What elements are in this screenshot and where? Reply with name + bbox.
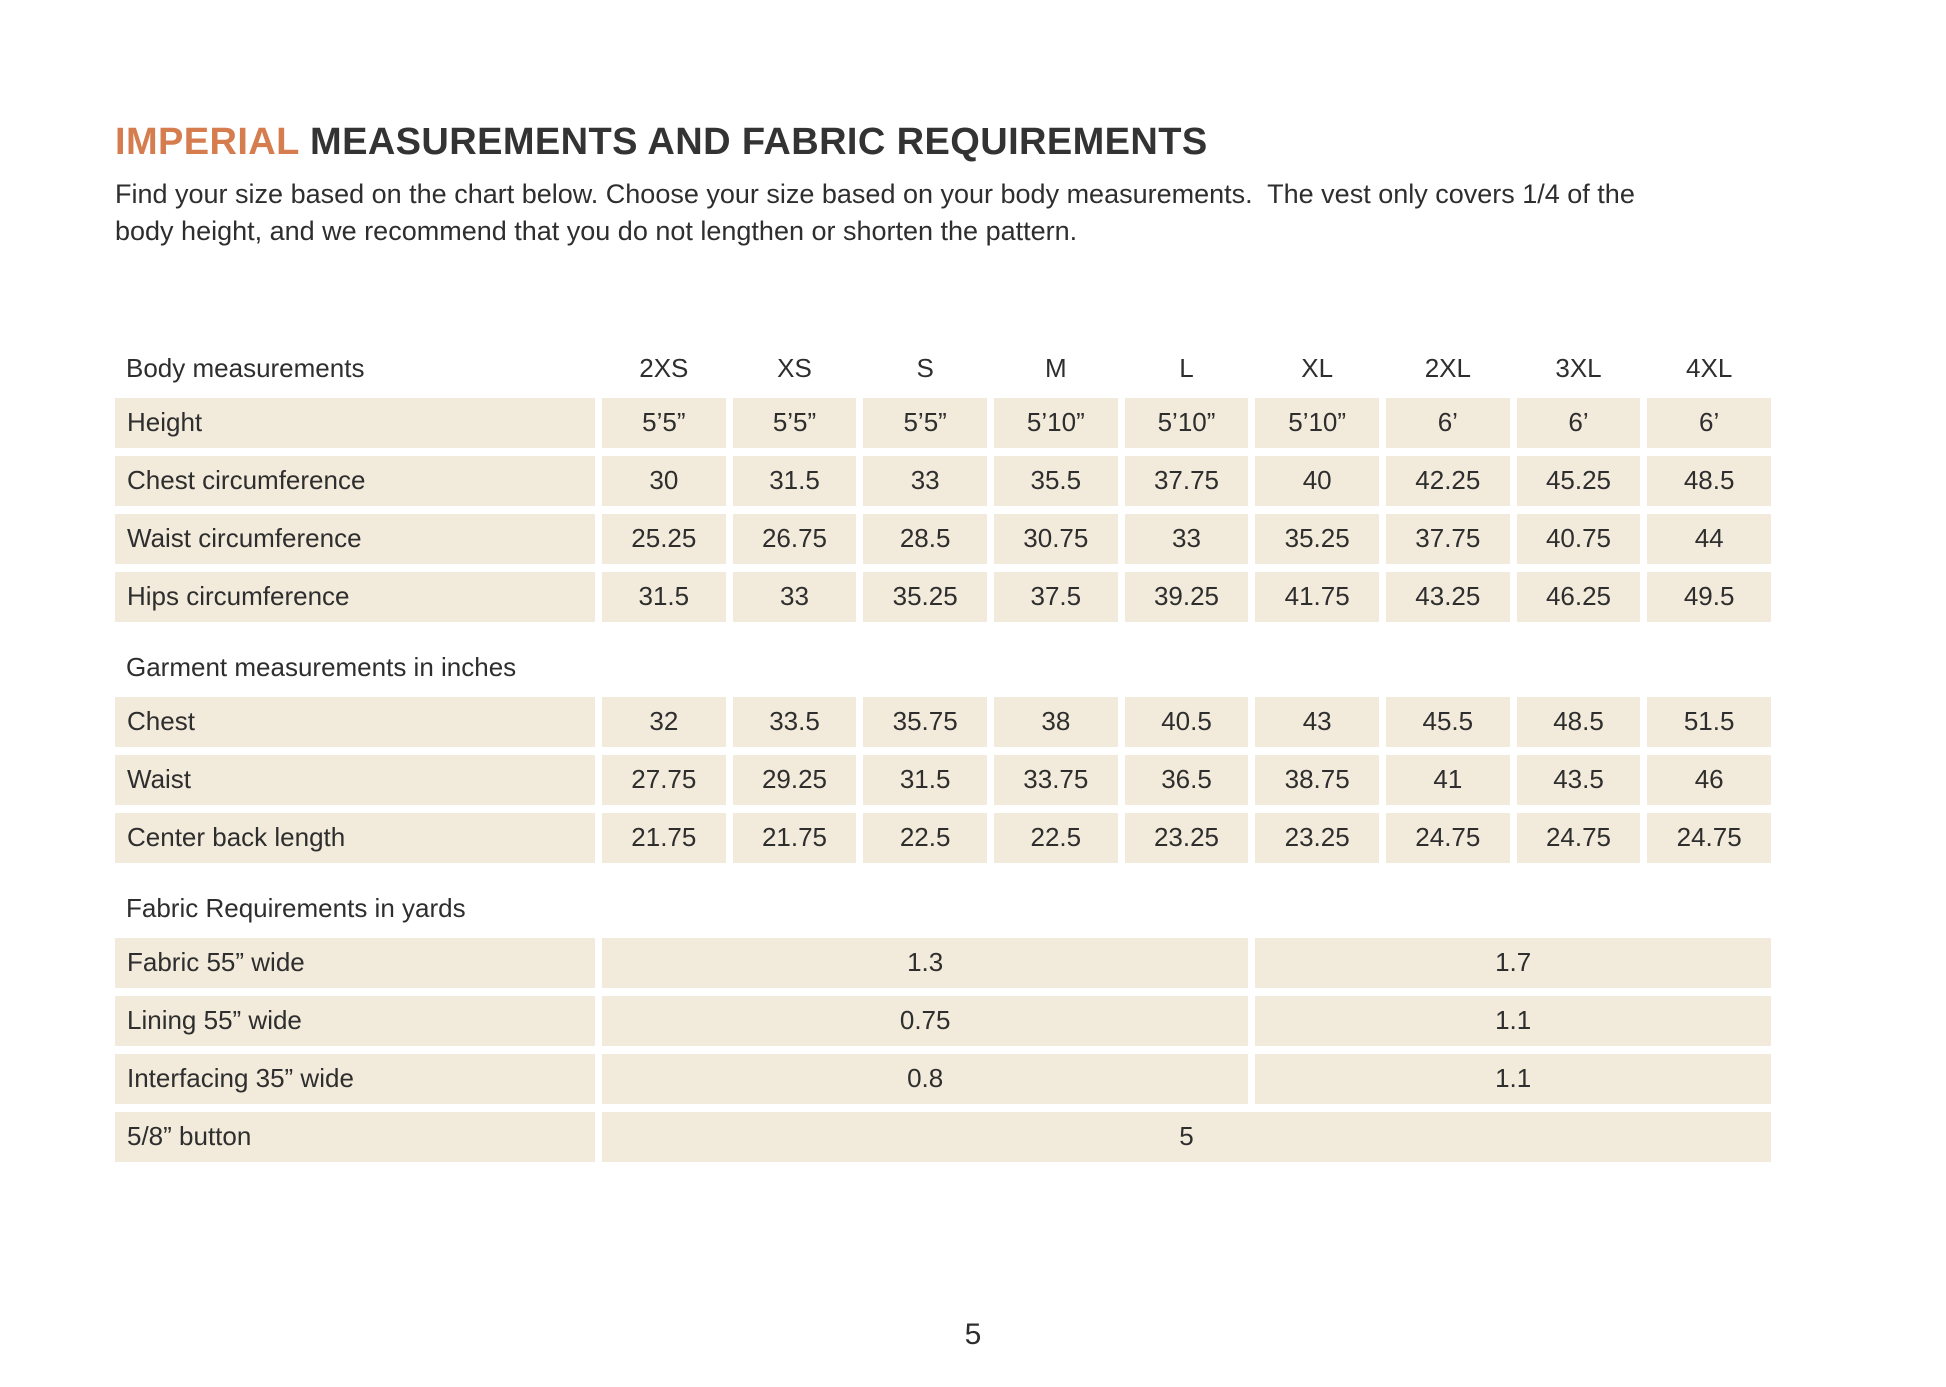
row-label-center-back-length: Center back length	[115, 813, 595, 863]
garment-waist-value: 46	[1647, 755, 1771, 805]
title-rest: MEASUREMENTS AND FABRIC REQUIREMENTS	[299, 121, 1208, 163]
chest-circumference-value: 30	[602, 456, 726, 506]
garment-chest-value: 51.5	[1647, 697, 1771, 747]
garment-chest-value: 43	[1255, 697, 1379, 747]
center-back-length-value: 24.75	[1647, 813, 1771, 863]
chest-circumference-value: 37.75	[1125, 456, 1249, 506]
waist-circumference-value: 26.75	[733, 514, 857, 564]
height-value: 6’	[1647, 398, 1771, 448]
center-back-length-value: 24.75	[1386, 813, 1510, 863]
page-number: 5	[964, 1318, 982, 1351]
garment-chest-value: 38	[994, 697, 1118, 747]
center-back-length-value: 23.25	[1125, 813, 1249, 863]
garment-waist-value: 41	[1386, 755, 1510, 805]
hips-circumference-value: 49.5	[1647, 572, 1771, 622]
fabric-yardage-small-sizes: 1.3	[602, 938, 1248, 988]
garment-chest-value: 35.75	[863, 697, 987, 747]
waist-circumference-value: 28.5	[863, 514, 987, 564]
column-header-size-s: S	[916, 352, 934, 383]
garment-chest-value: 32	[602, 697, 726, 747]
column-header-size-2xl: 2XL	[1424, 352, 1471, 383]
row-label-garment-waist: Waist	[115, 755, 595, 805]
chest-circumference-value: 40	[1255, 456, 1379, 506]
hips-circumference-value: 33	[733, 572, 857, 622]
height-value: 5’10”	[1125, 398, 1249, 448]
garment-waist-value: 27.75	[602, 755, 726, 805]
garment-chest-value: 48.5	[1517, 697, 1641, 747]
hips-circumference-value: 35.25	[863, 572, 987, 622]
garment-waist-value: 31.5	[863, 755, 987, 805]
waist-circumference-value: 33	[1125, 514, 1249, 564]
column-header-size-4xl: 4XL	[1686, 352, 1733, 383]
column-header-size-xs: XS	[777, 352, 812, 383]
hips-circumference-value: 37.5	[994, 572, 1118, 622]
center-back-length-value: 22.5	[994, 813, 1118, 863]
hips-circumference-value: 41.75	[1255, 572, 1379, 622]
column-header-size-2xs: 2XS	[639, 352, 689, 383]
size-chart-table	[115, 346, 1771, 1162]
hips-circumference-value: 46.25	[1517, 572, 1641, 622]
column-header-size-m: M	[1044, 352, 1067, 383]
intro-paragraph	[115, 176, 1946, 250]
column-header-body-measurements: Body measurements	[126, 352, 365, 383]
waist-circumference-value: 35.25	[1255, 514, 1379, 564]
waist-circumference-value: 40.75	[1517, 514, 1641, 564]
column-header-size-3xl: 3XL	[1555, 352, 1602, 383]
row-label-fabric-55-wide: Fabric 55” wide	[115, 938, 595, 988]
waist-circumference-value: 37.75	[1386, 514, 1510, 564]
garment-chest-value: 33.5	[733, 697, 857, 747]
waist-circumference-value: 44	[1647, 514, 1771, 564]
interfacing-yardage-small-sizes: 0.8	[602, 1054, 1248, 1104]
row-label-hips-circumference: Hips circumference	[115, 572, 595, 622]
fabric-yardage-large-sizes: 1.7	[1255, 938, 1771, 988]
column-header-size-l: L	[1179, 352, 1194, 383]
section-header-fabric-requirements: Fabric Requirements in yards	[126, 892, 466, 923]
hips-circumference-value: 31.5	[602, 572, 726, 622]
section-header-garment-measurements: Garment measurements in inches	[126, 651, 517, 682]
height-value: 6’	[1517, 398, 1641, 448]
center-back-length-value: 21.75	[602, 813, 726, 863]
waist-circumference-value: 25.25	[602, 514, 726, 564]
chest-circumference-value: 31.5	[733, 456, 857, 506]
row-label-waist-circumference: Waist circumference	[115, 514, 595, 564]
row-label-height: Height	[115, 398, 595, 448]
garment-waist-value: 38.75	[1255, 755, 1379, 805]
center-back-length-value: 22.5	[863, 813, 987, 863]
row-label-button: 5/8” button	[115, 1112, 595, 1162]
row-label-chest-circumference: Chest circumference	[115, 456, 595, 506]
garment-waist-value: 29.25	[733, 755, 857, 805]
waist-circumference-value: 30.75	[994, 514, 1118, 564]
center-back-length-value: 24.75	[1517, 813, 1641, 863]
interfacing-yardage-large-sizes: 1.1	[1255, 1054, 1771, 1104]
garment-chest-value: 45.5	[1386, 697, 1510, 747]
height-value: 5’5”	[733, 398, 857, 448]
row-label-interfacing-35-wide: Interfacing 35” wide	[115, 1054, 595, 1104]
center-back-length-value: 21.75	[733, 813, 857, 863]
lining-yardage-large-sizes: 1.1	[1255, 996, 1771, 1046]
garment-waist-value: 33.75	[994, 755, 1118, 805]
height-value: 5’10”	[994, 398, 1118, 448]
column-header-size-xl: XL	[1301, 352, 1334, 383]
height-value: 5’10”	[1255, 398, 1379, 448]
height-value: 5’5”	[863, 398, 987, 448]
height-value: 5’5”	[602, 398, 726, 448]
intro-line-2: body height, and we recommend that you do not lengthen or shorten the pattern.	[115, 215, 1078, 246]
center-back-length-value: 23.25	[1255, 813, 1379, 863]
intro-line-1: Find your size based on the chart below. Choose your size based on your body measurements. The vest only covers 1/4 of the	[115, 178, 1635, 209]
chest-circumference-value: 35.5	[994, 456, 1118, 506]
button-count-value: 5	[602, 1112, 1771, 1162]
chest-circumference-value: 48.5	[1647, 456, 1771, 506]
title-highlight: IMPERIAL	[115, 121, 300, 163]
height-value: 6’	[1386, 398, 1510, 448]
page-title	[115, 120, 1946, 166]
garment-waist-value: 36.5	[1125, 755, 1249, 805]
chest-circumference-value: 45.25	[1517, 456, 1641, 506]
hips-circumference-value: 39.25	[1125, 572, 1249, 622]
garment-chest-value: 40.5	[1125, 697, 1249, 747]
row-label-garment-chest: Chest	[115, 697, 595, 747]
hips-circumference-value: 43.25	[1386, 572, 1510, 622]
garment-waist-value: 43.5	[1517, 755, 1641, 805]
row-label-lining-55-wide: Lining 55” wide	[115, 996, 595, 1046]
chest-circumference-value: 42.25	[1386, 456, 1510, 506]
lining-yardage-small-sizes: 0.75	[602, 996, 1248, 1046]
chest-circumference-value: 33	[863, 456, 987, 506]
